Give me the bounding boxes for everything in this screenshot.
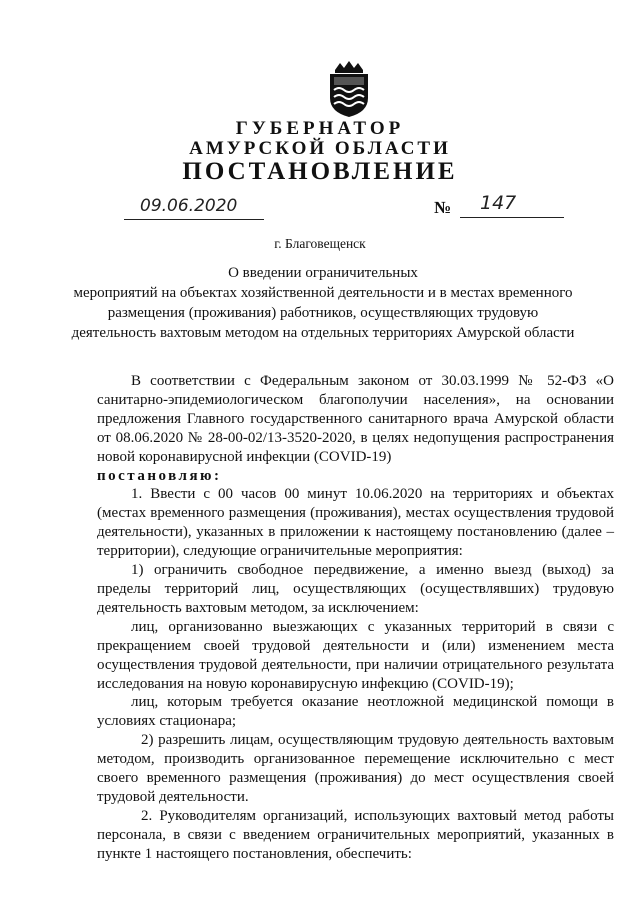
title-line-4: деятельность вахтовым методом на отдельных территориях Амурской области xyxy=(71,325,575,341)
paragraph-1-1-b: лиц, которым требуется оказание неотложной медицинской помощи в условиях стационара; xyxy=(97,694,614,730)
paragraph-1-2: 2) разрешить лицам, осуществляющим трудовую деятельность вахтовым методом, производить организованное перемещение исключительно с мест своего временного размещения (проживания) до мест осуществления своей трудовой деятельности. xyxy=(97,732,614,805)
paragraph-1-1-a: лиц, организованно выезжающих с указанных территорий в связи с прекращением своей трудовой деятельности и (или) изменением места осуществления трудовой деятельности, при наличии отрицательного результата исследования на новую коронавирусную инфекцию (COVID-19); xyxy=(97,618,614,692)
number-sign: № xyxy=(434,198,452,217)
document-date: 09.06.2020 xyxy=(124,196,264,220)
paragraph-2: 2. Руководителям организаций, использующих вахтовый метод работы персонала, в связи с введением ограничительных мероприятий, указанных в пункте 1 настоящего постановления, обеспечить: xyxy=(97,807,614,862)
title-line-3: размещения (проживания) работников, осуществляющих трудовую xyxy=(107,305,539,321)
resolve-label: постановляю: xyxy=(97,467,222,484)
document-body xyxy=(97,372,614,864)
header-governor: ГУБЕРНАТОР xyxy=(235,118,405,139)
title-line-2: мероприятий на объектах хозяйственной деятельности и в местах временного xyxy=(73,285,573,301)
paragraph-1-1: 1) ограничить свободное передвижение, а именно выезд (выход) за пределы территорий лиц, осуществляющих (осуществлявших) трудовую деятельность вахтовым методом, за исключением: xyxy=(97,562,614,616)
document-number: 147 xyxy=(460,192,564,218)
amur-region-coat-of-arms-icon xyxy=(326,60,372,118)
title-line-1: О введении ограничительных xyxy=(228,265,418,281)
city-label: г. Благовещенск xyxy=(274,236,366,251)
paragraph-1: 1. Ввести с 00 часов 00 минут 10.06.2020 на территориях и объектах (местах временного размещения (проживания), местах осуществления трудовой деятельности), указанных в приложении к настоящему постановлению (далее – территории), следующие ограничительные мероприятия: xyxy=(97,486,614,560)
document-type-title: ПОСТАНОВЛЕНИЕ xyxy=(182,158,458,185)
intro-paragraph: В соответствии с Федеральным законом от 30.03.1999 № 52-ФЗ «О санитарно-эпидемиологическом благополучии населения», на основании предложения Главного государственного санитарного врача Амурской области от 08.06.2020 № 28-00-02/13-3520-2020, в целях недопущения распространения новой коронавирусной инфекции (COVID-19) xyxy=(97,373,614,465)
header-region: АМУРСКОЙ ОБЛАСТИ xyxy=(189,138,451,159)
